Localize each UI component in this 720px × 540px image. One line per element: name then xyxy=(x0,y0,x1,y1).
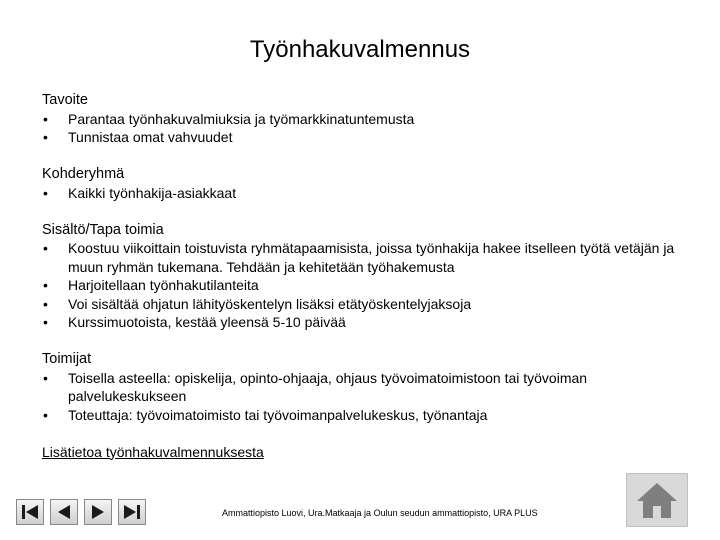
list-item-text: Kurssimuotoista, kestää yleensä 5-10 päivää xyxy=(68,314,346,330)
section-target-group xyxy=(42,165,682,202)
last-slide-icon xyxy=(123,504,141,520)
list-item-text: Koostuu viikoittain toistuvista ryhmätapaamisista, joissa työnhakija hakee itselleen työtä vetäjän ja muun ryhmän tukemana. Tehdään ja kehitetään työhakemusta xyxy=(68,240,675,275)
last-slide-button[interactable] xyxy=(118,499,146,525)
section-heading: Kohderyhmä xyxy=(42,166,125,182)
list-item xyxy=(42,313,682,332)
list-item xyxy=(42,295,682,314)
bullet-icon: • xyxy=(43,406,48,423)
section-heading: Toimijat xyxy=(42,351,92,367)
bullet-icon: • xyxy=(43,369,48,386)
next-slide-icon xyxy=(89,504,107,520)
list-item xyxy=(42,276,682,295)
first-slide-icon xyxy=(21,504,39,520)
slide-content xyxy=(42,91,682,461)
previous-slide-icon xyxy=(55,504,73,520)
bullet-icon: • xyxy=(43,295,48,312)
bullet-icon: • xyxy=(43,110,48,127)
list-item-text: Toisella asteella: opiskelija, opinto-ohjaaja, ohjaus työvoimatoimistoon tai työvoiman palvelukeskukseen xyxy=(68,369,588,404)
list-item-text: Parantaa työnhakuvalmiuksia ja työmarkkinatuntemusta xyxy=(68,110,415,127)
list-item xyxy=(42,239,682,276)
section-actors xyxy=(42,350,682,424)
first-slide-button[interactable] xyxy=(16,499,44,525)
section-heading: Tavoite xyxy=(42,92,88,108)
list-item-text: Kaikki työnhakija-asiakkaat xyxy=(68,184,237,201)
list-item xyxy=(42,110,682,129)
bullet-icon: • xyxy=(43,240,48,256)
list-item xyxy=(42,406,682,425)
section-content xyxy=(42,221,682,332)
bullet-icon: • xyxy=(43,129,48,145)
list-item-text: Voi sisältää ohjatun lähityöskentelyn lisäksi etätyöskentelyjaksoja xyxy=(68,295,472,312)
next-slide-button[interactable] xyxy=(84,499,112,525)
list-item xyxy=(42,128,682,147)
list-item-text: Harjoitellaan työnhakutilanteita xyxy=(68,277,259,293)
list-item-text: Toteuttaja: työvoimatoimisto tai työvoimanpalvelukeskus, työnantaja xyxy=(68,406,488,423)
list-item xyxy=(42,184,682,203)
footer-text: Ammattiopisto Luovi, Ura.Matkaaja ja Oulun seudun ammattiopisto, URA PLUS xyxy=(222,508,538,518)
more-info-link[interactable]: Lisätietoa työnhakuvalmennuksesta xyxy=(42,443,264,460)
section-goal xyxy=(42,91,682,147)
list-item xyxy=(42,369,682,406)
bullet-icon: • xyxy=(43,314,48,330)
home-icon xyxy=(635,481,679,519)
section-heading: Sisältö/Tapa toimia xyxy=(42,221,164,238)
bullet-icon: • xyxy=(43,277,48,293)
bullet-icon: • xyxy=(43,184,48,201)
list-item-text: Tunnistaa omat vahvuudet xyxy=(68,129,233,145)
home-button[interactable] xyxy=(626,473,688,527)
page-title: Työnhakuvalmennus xyxy=(249,36,471,63)
previous-slide-button[interactable] xyxy=(50,499,78,525)
slide-navigation xyxy=(16,499,146,527)
